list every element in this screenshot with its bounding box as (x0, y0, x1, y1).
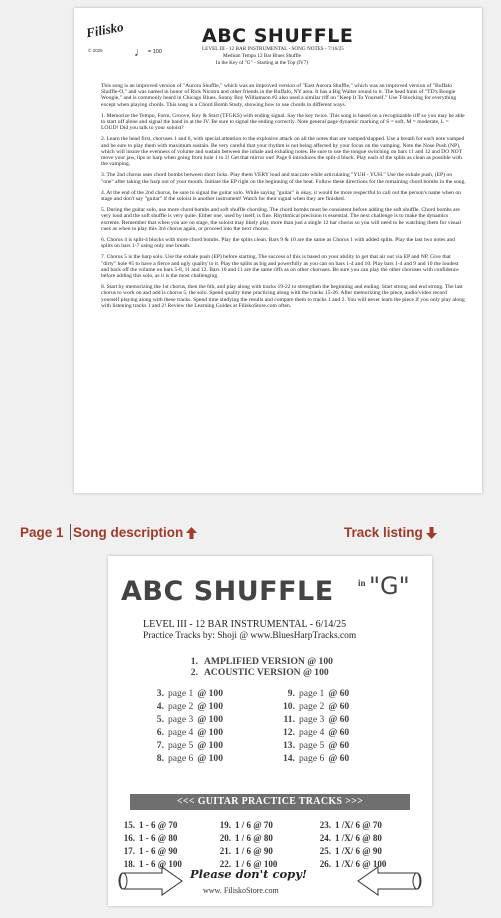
track-item (152, 726, 223, 739)
paragraph: 1. Memorize the Tempo, Form, Groove, Key & Start (TFGKS) with ending signal. Say the key twice. This song is based on a recognizable riff so you may be able to start off alone and signal the band in at the IV. Be sure to signal the ending correctly. Note general page dynamic marking of S = soft, M = moderate, L = LOUD! Did you talk to your soloist? (101, 112, 465, 132)
track-label: 1 / 6 @ 70 (235, 820, 273, 830)
track-tempo: @ 100 (197, 727, 224, 738)
version-item (188, 667, 333, 678)
scroll-arrow-left-icon (356, 865, 422, 897)
track-number: 26. (319, 859, 331, 869)
track-item (283, 700, 349, 713)
track-page: page 2 (168, 701, 194, 712)
quarter-note-icon: ♩ (134, 45, 146, 59)
tracks-100-column (152, 687, 223, 765)
track-listing-page (108, 556, 432, 906)
track-number: 14. (283, 753, 295, 764)
subtitle-line: Medium Tempo 12 Bar Blues Shuffle (223, 53, 301, 59)
track-number: 12. (283, 727, 295, 738)
guitar-track-item (318, 845, 386, 858)
version-item (188, 656, 333, 667)
paragraph: 6. Chorus 4 is split-4 blocks with more chord bombs. Play the splits clean. Bars 9 & 10 are the same as Chorus 1 with added splits. Play the last two notes and splits on bars 1-7 using only one breath. (101, 237, 455, 250)
track-item (152, 752, 223, 765)
song-key: "G" (369, 572, 410, 600)
arrow-up-icon (186, 527, 197, 539)
track-number: 10. (283, 701, 295, 712)
track-item (152, 687, 223, 700)
guitar-track-item (122, 832, 182, 845)
song-description-label: Song description (73, 525, 184, 540)
logo-text: Filisko (84, 19, 125, 41)
store-website: www. FiliskoStore.com (203, 886, 279, 895)
track-tempo: @ 100 (197, 688, 224, 699)
paragraph: 5. During the guitar solo, use more chord bombs and soft shuffle chording. The chord bombs must be consistent before adding the soft shuffle. Chord bombs are very loud and the soft shuffle is very quite. Either one, used by itself, is fine. Rhythmical precision is essential. The next challenge is to make the dynamics extreme. Remember that when you are on stage, the soloist may likely play more than just a single 12 bar chorus so you will need to be watching them for visual cues as when to play this 3rd chorus again, or proceed into the next chorus. (101, 207, 462, 232)
track-page: page 5 (299, 740, 325, 751)
guitar-track-item (122, 845, 182, 858)
track-page: page 6 (168, 753, 194, 764)
track-page-title: ABC SHUFFLE (121, 576, 334, 607)
song-notes-body (101, 83, 466, 314)
track-label: 1 - 6 @ 80 (139, 833, 178, 843)
track-tempo: @ 60 (328, 714, 350, 725)
track-number: 17. (123, 846, 135, 856)
text-cursor (70, 524, 71, 540)
subtitle-line: In the Key of "G" - Starting at the Top (IV7) (215, 60, 309, 66)
track-listing-label: Track listing (344, 525, 423, 540)
track-item (152, 700, 223, 713)
track-label: 1 /X/ 6 @ 80 (335, 833, 382, 843)
key-prefix: in (358, 578, 366, 588)
track-tempo: @ 100 (197, 701, 224, 712)
guitar-tracks-column-1 (122, 819, 182, 871)
track-item (152, 739, 223, 752)
track-tempo: @ 100 (197, 740, 224, 751)
paragraph: 3. The 2nd chorus uses chord bombs between short licks. Play them VERY loud and staccato while articulating "YUH - YUH." Use the exhale push, (EP) on "one" after taking the harp out of your mouth. Initiate the EP right on the beginning of the beat. Follow these directions for the remaining chord bombs in the song. (101, 172, 466, 185)
track-label: 1 / 6 @ 100 (235, 859, 278, 869)
paragraph: 8. Start by memorizing the 1st chorus, then the 6th, and play along with tracks 19-22 to strengthen the beginning and ending. Start strong and end strong. The last chorus to work on and add is chorus 5, the solo. Spend quality time practicing along with the tracks 15-26. After memorizing the piece, audio/video record yourself playing along with these tracks. Spend time studying the results and compare them to tracks 1 and 2. You will never learn the piece if you only play along with listening tracks 1 and 2! Review the Learning Guides at FiliskoStore.com often. (101, 284, 465, 309)
track-number: 11. (283, 714, 295, 725)
track-number: 22. (219, 859, 231, 869)
track-label: 1 / 6 @ 90 (235, 846, 273, 856)
track-item (283, 739, 349, 752)
page-label: Page 1 (20, 525, 64, 540)
track-number: 4. (156, 701, 164, 712)
arrow-down-icon (426, 527, 437, 539)
track-item (152, 713, 223, 726)
song-subtitle (202, 46, 402, 67)
track-item (283, 726, 349, 739)
practice-credit: Practice Tracks by: Shoji @ www.BluesHarpTracks.com (143, 631, 357, 641)
track-label: 1 - 6 @ 90 (139, 846, 178, 856)
guitar-track-item (218, 832, 277, 845)
subtitle-line: LEVEL III - 12 BAR INSTRUMENTAL - SONG NOTES - 7/16/25 (202, 46, 344, 52)
page-navigation (0, 522, 501, 544)
tracks-60-column (283, 687, 349, 765)
track-number: 20. (219, 833, 231, 843)
version-list (188, 656, 333, 678)
track-tempo: @ 60 (328, 701, 350, 712)
paragraph: 7. Chorus 5 is the harp solo. Use the exhale push (EP) before starting. The success of this is based on your ability to get that air out via EP and NP. Give that "dirty" hole #5 to have a fierce and ugly quality to it. Play the splits as big and powerfully as you can on bars 1-4 and 10. Play bars 1-4 and 9 and 10 the loudest and back off the volume on bars 5-8, 11 and 12. Bars 10 and 11 are the same riffs as on other choruses. Be sure you can play the other choruses with confidence before adding this solo, as it is the most challenging. (101, 254, 459, 280)
track-listing-link[interactable] (344, 525, 437, 540)
track-tempo: @ 60 (328, 740, 350, 751)
track-label: 1 - 6 @ 100 (139, 859, 182, 869)
guitar-track-item (122, 819, 182, 832)
version-number: 2. (190, 667, 198, 678)
track-number: 15. (123, 820, 135, 830)
filisko-logo (84, 19, 126, 50)
guitar-track-item (318, 832, 386, 845)
version-label: AMPLIFIED VERSION @ 100 (204, 656, 333, 667)
track-label: 1 /X/ 6 @ 100 (335, 859, 387, 869)
track-label: 1 /X/ 6 @ 70 (335, 820, 382, 830)
track-page: page 3 (299, 714, 325, 725)
guitar-track-item (318, 819, 386, 832)
guitar-tracks-column-2 (218, 819, 277, 871)
track-label: 1 /X/ 6 @ 90 (335, 846, 382, 856)
track-number: 5. (156, 714, 164, 725)
track-page: page 4 (168, 727, 194, 738)
track-label: 1 / 6 @ 80 (235, 833, 273, 843)
track-tempo: @ 60 (328, 727, 350, 738)
version-number: 1. (190, 656, 198, 667)
track-tempo: @ 60 (328, 688, 350, 699)
track-label: 1 - 6 @ 70 (139, 820, 178, 830)
track-page: page 2 (299, 701, 325, 712)
song-notes-page (74, 8, 482, 493)
guitar-tracks-banner: <<< GUITAR PRACTICE TRACKS >>> (130, 794, 410, 810)
track-item (283, 752, 349, 765)
track-page: page 3 (168, 714, 194, 725)
track-page: page 6 (299, 753, 325, 764)
track-number: 7. (156, 740, 164, 751)
version-label: ACOUSTIC VERSION @ 100 (204, 667, 329, 678)
track-tempo: @ 100 (197, 714, 224, 725)
paragraph: 2. Learn the head first, choruses 1 and 6, with special attention to the explosive attack on all the notes that are vamped/slapped. Use a breath for each note vamped and be sure to play them with maximum sustain. Be very careful that your rhythm is not being affected by your focus on the vamping. Note the Nose Push (NP), which will insure the evenness of volume and sustain between the inhale and exhaling notes. Be sure to use the tongue switching on bars 11 and 12 and DO NOT move your jaw, lips or harp when going from hole 1 to 3! Get that mirror out! Page 6 introduces the split-4 block. Play each of the splits as clean as possible with the vamping. (101, 136, 465, 168)
track-number: 19. (219, 820, 231, 830)
tempo-marking (134, 46, 162, 58)
paragraph: 4. At the end of the 2nd chorus, be sure to signal the guitar solo. While saying "guitar" is okay, it would be more respectful to call out the person's name when on stage and don't say "guitar" if the soloist is another instrument! Watch for their signal when they are finished. (101, 189, 461, 203)
track-tempo: @ 100 (197, 753, 224, 764)
level-line: LEVEL III - 12 BAR INSTRUMENTAL - 6/14/25 (143, 619, 347, 630)
song-description-link[interactable] (73, 525, 197, 540)
guitar-track-item (218, 819, 277, 832)
track-page: page 4 (299, 727, 325, 738)
tempo-value: = 100 (148, 49, 162, 55)
copyright-text: © 2025 (88, 48, 103, 53)
track-number: 16. (123, 833, 135, 843)
scroll-arrow-right-icon (118, 865, 184, 897)
track-number: 24. (319, 833, 331, 843)
track-number: 9. (287, 688, 295, 699)
track-page: page 1 (168, 688, 194, 699)
track-number: 6. (156, 727, 164, 738)
copy-notice: Please don't copy! (190, 867, 307, 881)
track-item (283, 687, 349, 700)
song-title: ABC SHUFFLE (202, 25, 354, 47)
track-number: 13. (283, 740, 295, 751)
track-page: page 1 (299, 688, 325, 699)
track-number: 18. (123, 859, 135, 869)
track-number: 8. (156, 753, 164, 764)
track-number: 23. (319, 820, 331, 830)
track-item (283, 713, 349, 726)
track-page: page 5 (168, 740, 194, 751)
guitar-track-item (218, 845, 277, 858)
paragraph: This song is an improved version of "Aurora Shuffle," which was an improved version of "East Aurora Shuffle," which was an improved version of "Buffalo Shuffle-O," and was named in honor of Rick Nicotra and other friends in the Buffalo, NY area. It has a Big Walter sound to it. The head hints of "TD's Boogie Woogie," and is commonly heard in Chicago Blues. Sonny Boy Williamson #2 also used a similar riff on "Keep It To Yourself." Use T-blocking for everything except when playing chords. This song is a Chord Bomb Study, showing how to use chords in different ways. (101, 83, 457, 108)
track-number: 25. (319, 846, 331, 856)
guitar-tracks-column-3 (318, 819, 386, 871)
track-tempo: @ 60 (328, 753, 350, 764)
track-number: 21. (219, 846, 231, 856)
track-number: 3. (156, 688, 164, 699)
